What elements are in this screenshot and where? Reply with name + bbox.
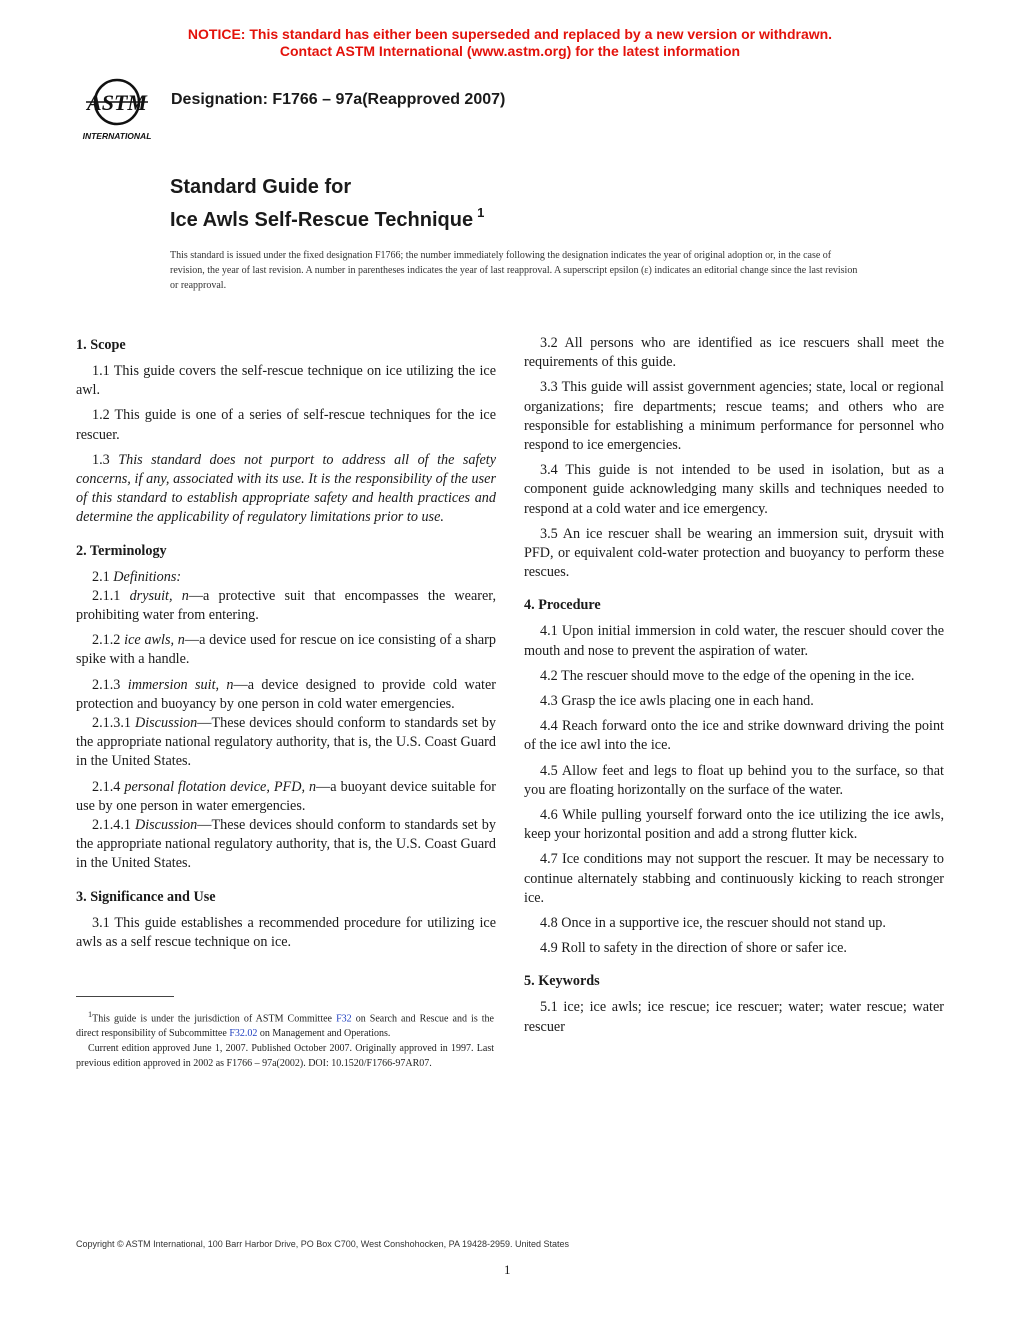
notice-line-1: NOTICE: This standard has either been superseded and replaced by a new version or withdrawn. (187, 26, 833, 42)
para-4-5: 4.5 Allow feet and legs to float up behind you to the surface, so that you are floating horizontally on the surface of the water. (524, 762, 944, 798)
logo-letters: ASTM (87, 90, 147, 115)
def-2-1 (76, 568, 496, 587)
def-2-1-term: Definitions: (113, 568, 182, 585)
title-footnote-mark[interactable]: 1 (477, 205, 485, 220)
para-4-6: 4.6 While pulling yourself forward onto the ice utilizing the ice awls, keep your horizontal position and add a strong flutter kick. (524, 807, 944, 843)
def-2-1-1 (76, 587, 496, 625)
para-4-3: 4.3 Grasp the ice awls placing one in each hand. (540, 693, 814, 710)
footnote-jurisdiction (76, 1007, 494, 1041)
def-2-1-num: 2.1 (92, 568, 114, 585)
para-3-3: 3.3 This guide will assist government agencies; state, local or regional organizations; fire departments; rescue teams; and others who are responsible for establishing a minimum performance for personnel who respond to ice emergencies. (524, 379, 944, 454)
notice-line-2: Contact ASTM International (www.astm.org) for the latest information (279, 43, 741, 59)
def-2-1-4-1 (76, 816, 496, 874)
def-2-1-3-term: immersion suit, n (127, 676, 234, 693)
issued-note: This standard is issued under the fixed designation F1766; the number immediately following the designation indicates the year of original adoption or, in the case of revision, the year of last revision. A number in parentheses indicates the year of last reapproval. A superscript epsilon (ε) indicates an editorial change since the last revision or reapproval. (170, 250, 858, 291)
para-1-3-text: This standard does not purport to address all of the safety concerns, if any, associated with its use. It is the responsibility of the user of this standard to establish appropriate safety and health practices and determine the applicability of regulatory limitations prior to use. (76, 451, 496, 526)
heading-scope: 1. Scope (76, 337, 126, 353)
footnote-divider (76, 996, 174, 997)
def-2-1-4 (76, 778, 496, 816)
def-2-1-4-1-num: 2.1.4.1 (92, 817, 135, 834)
def-2-1-1-num: 2.1.1 (92, 587, 130, 604)
def-2-1-2-term: ice awls, n (124, 632, 185, 649)
def-2-1-2 (76, 631, 496, 669)
para-1-1: 1.1 This guide covers the self-rescue technique on ice utilizing the ice awl. (76, 363, 496, 399)
para-1-3-num: 1.3 (92, 451, 119, 468)
para-3-5: 3.5 An ice rescuer shall be wearing an immersion suit, drysuit with PFD, or equivalent cold-water protection and buoyancy to perform these rescues. (524, 525, 944, 581)
document-title (170, 174, 484, 233)
footnote-mark: 1 (88, 1010, 93, 1019)
para-5-1: 5.1 ice; ice awls; ice rescue; ice rescuer; water; water rescue; water rescuer (524, 999, 944, 1035)
para-3-1: 3.1 This guide establishes a recommended procedure for utilizing ice awls as a self rescue technique on ice. (76, 914, 496, 950)
def-2-1-3-1-term: Discussion (134, 715, 198, 732)
def-2-1-3-def: —a device designed to provide cold water protection and buoyancy by one person in cold water emergencies. (76, 676, 496, 712)
page-number: 1 (504, 1262, 511, 1277)
heading-keywords: 5. Keywords (524, 973, 600, 990)
def-2-1-1-term: drysuit, n (129, 587, 189, 604)
para-4-7: 4.7 Ice conditions may not support the rescuer. It may be necessary to continue alternately stabbing and continuously kicking to reach stronger ice. (524, 851, 944, 906)
def-2-1-4-def: —a buoyant device suitable for use by one person in water emergencies. (76, 778, 496, 814)
def-2-1-4-1-def: —These devices should conform to standards set by the appropriate national regulatory authority, that is, the U.S. Coast Guard in the United States. (76, 817, 496, 872)
title-line-1: Standard Guide for (170, 176, 352, 198)
def-2-1-3-1-def: —These devices should conform to standards set by the appropriate national regulatory authority, that is, the U.S. Coast Guard in the United States. (76, 715, 496, 770)
para-4-4: 4.4 Reach forward onto the ice and strike downward driving the point of the ice awl into the ice. (524, 718, 944, 754)
copyright: Copyright © ASTM International, 100 Barr Harbor Drive, PO Box C700, West Conshohocken, PA 19428-2959. United States (76, 1239, 570, 1249)
heading-terminology: 2. Terminology (76, 542, 167, 559)
def-2-1-2-num: 2.1.2 (92, 632, 125, 649)
def-2-1-4-1-term: Discussion (134, 817, 198, 834)
para-3-4: 3.4 This guide is not intended to be used in isolation, but as a component guide acknowledging many skills and techniques needed to respond at a cold water and ice emergency. (524, 462, 944, 517)
title-text: Ice Awls Self-Rescue Technique (170, 209, 474, 231)
logo-subtitle: INTERNATIONAL (82, 131, 152, 141)
astm-logo-graphic (76, 76, 158, 142)
para-4-1: 4.1 Upon initial immersion in cold water, the rescuer should cover the mouth and nose to prevent the aspiration of water. (524, 623, 944, 659)
para-1-3 (76, 451, 496, 528)
def-2-1-3-num: 2.1.3 (92, 676, 128, 693)
footnote-text-b: on Search and Rescue and is the direct responsibility of Subcommittee (76, 1013, 494, 1040)
footnote (76, 1007, 494, 1071)
def-2-1-3 (76, 676, 496, 714)
para-1-2: 1.2 This guide is one of a series of self-rescue techniques for the ice rescuer. (76, 407, 496, 443)
designation: Designation: F1766 – 97a(Reapproved 2007) (171, 91, 506, 108)
def-2-1-3-1 (76, 714, 496, 772)
def-2-1-3-1-num: 2.1.3.1 (92, 715, 135, 732)
right-column (524, 334, 944, 1043)
para-4-2: 4.2 The rescuer should move to the edge of the opening in the ice. (540, 667, 915, 684)
subcommittee-link[interactable]: F32.02 (229, 1028, 258, 1040)
astm-logo-icon (76, 76, 158, 142)
def-2-1-2-def: —a device used for rescue on ice consisting of a sharp spike with a handle. (76, 632, 497, 668)
title-line-2 (170, 200, 484, 233)
para-3-2: 3.2 All persons who are identified as ice rescuers shall meet the requirements of this guide. (524, 335, 944, 371)
para-4-9: 4.9 Roll to safety in the direction of shore or safer ice. (540, 940, 847, 957)
committee-link[interactable]: F32 (336, 1013, 352, 1025)
withdrawal-notice (0, 26, 1020, 60)
heading-significance: 3. Significance and Use (76, 888, 216, 905)
def-2-1-1-def: —a protective suit that encompasses the wearer, prohibiting water from entering. (76, 587, 496, 624)
left-column (76, 334, 496, 958)
footnote-edition: Current edition approved June 1, 2007. Published October 2007. Originally approved in 1997. Last previous edition approved in 2002 as F1766 – 97a(2002). DOI: 10.1520/F1766-97AR07. (76, 1043, 494, 1070)
heading-procedure: 4. Procedure (524, 597, 601, 614)
def-2-1-4-term: personal flotation device, PFD, n (124, 778, 317, 795)
def-2-1-4-num: 2.1.4 (92, 778, 125, 795)
footnote-text-c: on Management and Operations. (257, 1028, 391, 1040)
para-4-8: 4.8 Once in a supportive ice, the rescuer should not stand up. (540, 915, 886, 932)
footnote-text-a: This guide is under the jurisdiction of ASTM Committee (92, 1013, 337, 1025)
